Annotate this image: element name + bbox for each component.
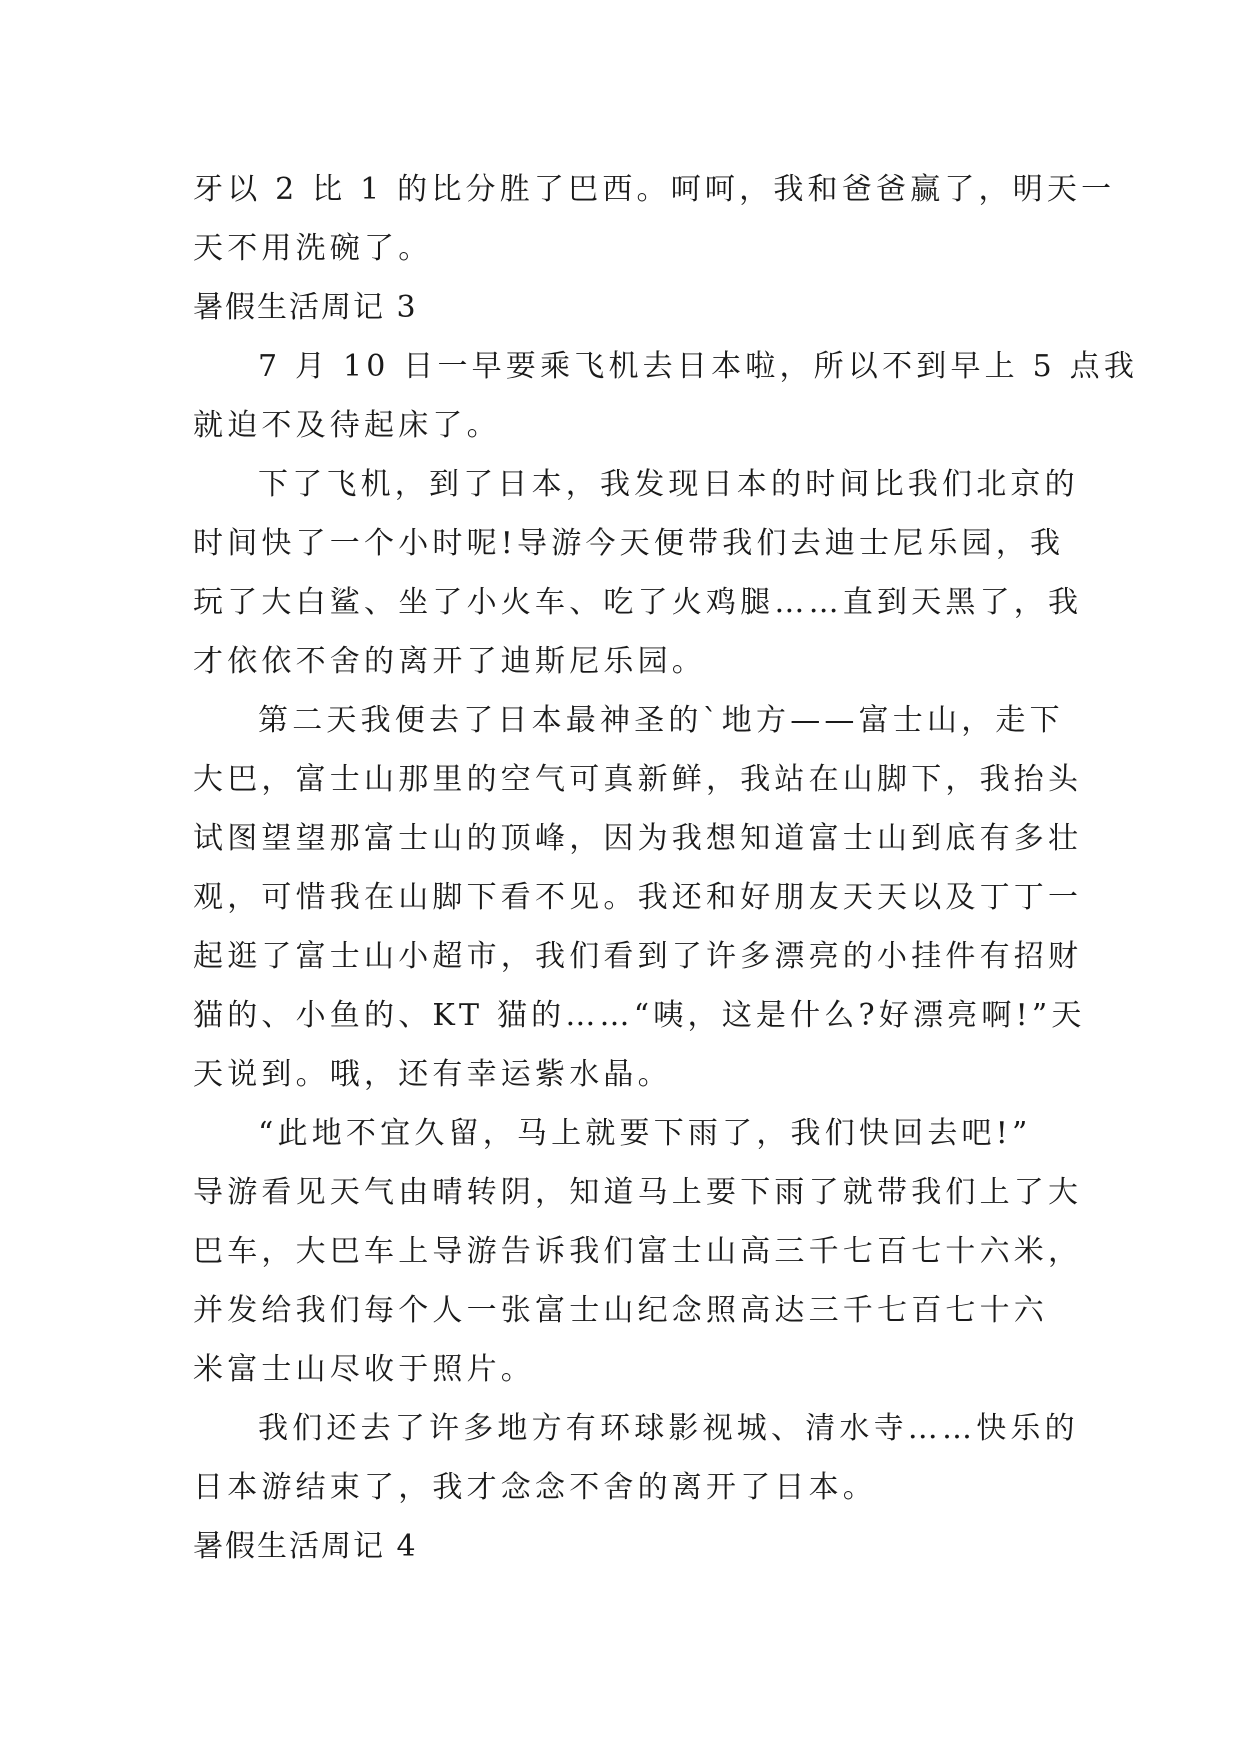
text-line: 7 月 10 日一早要乘飞机去日本啦，所以不到早上 5 点我	[258, 349, 1139, 384]
text-line: 巴车，大巴车上导游告诉我们富士山高三千七百七十六米，	[193, 1234, 1083, 1269]
text-line: 试图望望那富士山的顶峰，因为我想知道富士山到底有多壮	[193, 821, 1083, 856]
section-heading	[193, 278, 1055, 337]
paragraph	[193, 455, 1083, 691]
text-line: 米富士山尽收于照片。	[193, 1352, 535, 1387]
text-line: 天不用洗碗了。	[193, 231, 433, 266]
paragraph	[193, 1104, 1083, 1399]
text-line: 猫的、小鱼的、KT 猫的……“咦，这是什么?好漂亮啊!”天	[193, 998, 1086, 1033]
text-line: 下了飞机，到了日本，我发现日本的时间比我们北京的	[258, 467, 1079, 502]
paragraph	[193, 691, 1086, 1104]
heading-text: 暑假生活周记 4	[193, 1529, 418, 1564]
text-line: 第二天我便去了日本最神圣的`地方——富士山，走下	[258, 703, 1064, 738]
text-line: 才依依不舍的离开了迪斯尼乐园。	[193, 644, 706, 679]
paragraph	[193, 160, 1116, 278]
text-line: 导游看见天气由晴转阴，知道马上要下雨了就带我们上了大	[193, 1175, 1083, 1210]
text-line: 并发给我们每个人一张富士山纪念照高达三千七百七十六	[193, 1293, 1048, 1328]
paragraph	[193, 337, 1139, 455]
document-body	[193, 160, 1139, 1576]
paragraph	[193, 1399, 1079, 1517]
section-heading	[193, 1517, 1055, 1576]
text-line: 日本游结束了，我才念念不舍的离开了日本。	[193, 1470, 877, 1505]
text-line: 起逛了富士山小超市，我们看到了许多漂亮的小挂件有招财	[193, 939, 1083, 974]
text-line: 天说到。哦，还有幸运紫水晶。	[193, 1057, 672, 1092]
text-line: 我们还去了许多地方有环球影视城、清水寺……快乐的	[258, 1411, 1079, 1446]
text-line: 时间快了一个小时呢!导游今天便带我们去迪士尼乐园，我	[193, 526, 1065, 561]
heading-text: 暑假生活周记 3	[193, 290, 418, 325]
text-line: 观，可惜我在山脚下看不见。我还和好朋友天天以及丁丁一	[193, 880, 1083, 915]
text-line: “此地不宜久留，马上就要下雨了，我们快回去吧!”	[258, 1116, 1032, 1151]
text-line: 牙以 2 比 1 的比分胜了巴西。呵呵，我和爸爸赢了，明天一	[193, 172, 1116, 207]
text-line: 就迫不及待起床了。	[193, 408, 501, 443]
text-line: 玩了大白鲨、坐了小火车、吃了火鸡腿……直到天黑了，我	[193, 585, 1083, 620]
text-line: 大巴，富士山那里的空气可真新鲜，我站在山脚下，我抬头	[193, 762, 1083, 797]
